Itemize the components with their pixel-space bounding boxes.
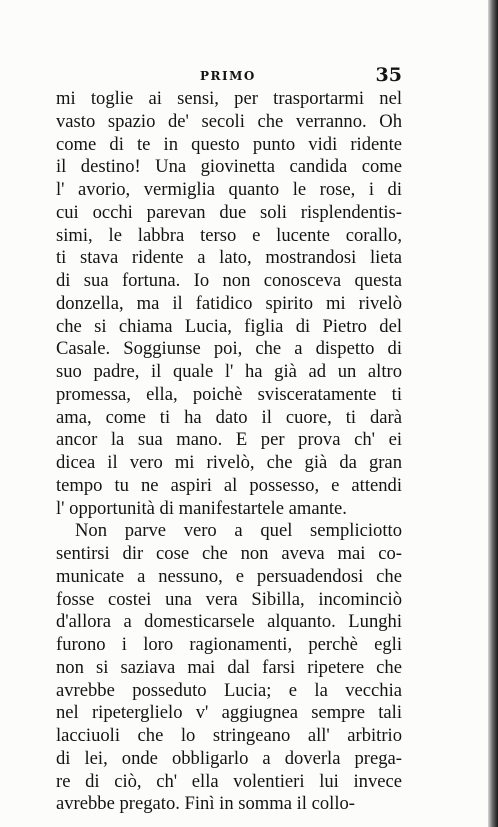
text-line: tempo tu ne aspiri al possesso, e attendi bbox=[56, 474, 402, 496]
text-line: Casale. Soggiunse poi, che a dispetto di bbox=[56, 338, 402, 360]
page-header bbox=[56, 64, 402, 90]
text-line: mi toglie ai sensi, per trasportarmi nel bbox=[56, 88, 402, 109]
text-line: lacciuoli che lo stringeano all' arbitrio bbox=[56, 725, 402, 746]
text-line: sentirsi dir cose che non aveva mai co- bbox=[56, 543, 402, 564]
text-line: municate a nessuno, e persuadendosi che bbox=[56, 565, 402, 587]
text-line: di lei, onde obbligarlo a doverla prega- bbox=[56, 747, 402, 769]
text-line: di sua fortuna. Io non conosceva questa bbox=[56, 270, 402, 291]
text-line: cui occhi parevan due soli risplendentis- bbox=[56, 201, 402, 223]
body-text bbox=[56, 88, 402, 816]
text-line: suo padre, il quale l' ha già ad un altro bbox=[56, 361, 402, 382]
text-line: come di te in questo punto vidi ridente bbox=[56, 133, 402, 155]
text-line: re di ciò, ch' ella volentieri lui invece bbox=[56, 770, 402, 792]
text-line: avrebbe posseduto Lucia; e la vecchia bbox=[56, 679, 402, 701]
text-line: vasto spazio de' secoli che verranno. Oh bbox=[56, 110, 402, 132]
text-line: ancor la sua mano. E per prova ch' ei bbox=[56, 429, 402, 451]
text-line: simi, le labbra terso e lucente corallo, bbox=[56, 224, 402, 246]
running-head: PRIMO bbox=[200, 69, 256, 83]
text-line: che si chiama Lucia, figlia di Pietro del bbox=[56, 315, 402, 337]
text-line: furono i loro ragionamenti, perchè egli bbox=[56, 634, 402, 655]
binding-edge bbox=[488, 0, 498, 827]
text-line: il destino! Una giovinetta candida come bbox=[56, 156, 402, 178]
text-line: l' avorio, vermiglia quanto le rose, i di bbox=[56, 179, 402, 200]
text-line: nel ripeterglielo v' aggiugnea sempre tali bbox=[56, 702, 402, 724]
text-line: promessa, ella, poichè svisceratamente ti bbox=[56, 383, 402, 405]
text-line: ti stava ridente a lato, mostrandosi lieta bbox=[56, 247, 402, 269]
text-line: l' opportunità di manifestartele amante. bbox=[56, 497, 347, 519]
text-line: donzella, ma il fatidico spirito mi rivelò bbox=[56, 292, 402, 314]
paragraph bbox=[56, 520, 402, 816]
text-line: ama, come ti ha dato il cuore, ti darà bbox=[56, 406, 402, 428]
text-line: fosse costei una vera Sibilla, incominciò bbox=[56, 588, 402, 610]
text-line: d'allora a domesticarsele alquanto. Lunghi bbox=[56, 611, 402, 633]
text-line: Non parve vero a quel sempliciotto bbox=[75, 520, 402, 542]
paragraph bbox=[56, 88, 402, 520]
page-number: 35 bbox=[375, 64, 402, 86]
text-line: non si saziava mai dal farsi ripetere che bbox=[56, 656, 402, 678]
text-line: dicea il vero mi rivelò, che già da gran bbox=[56, 452, 402, 473]
text-line: avrebbe pregato. Finì in somma il collo- bbox=[56, 793, 355, 815]
